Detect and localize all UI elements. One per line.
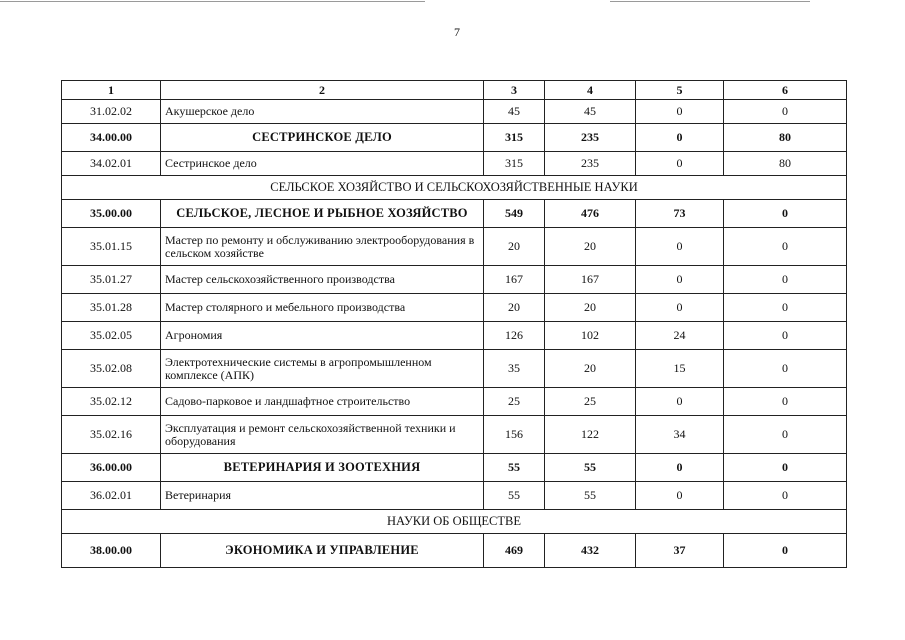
name-cell: ВЕТЕРИНАРИЯ И ЗООТЕХНИЯ bbox=[161, 454, 484, 482]
code-cell: 35.01.15 bbox=[62, 228, 161, 266]
value-cell-6: 0 bbox=[724, 416, 847, 454]
value-cell-3: 315 bbox=[484, 152, 545, 176]
value-cell-6: 0 bbox=[724, 294, 847, 322]
value-cell-6: 0 bbox=[724, 388, 847, 416]
code-cell: 35.01.28 bbox=[62, 294, 161, 322]
value-cell-3: 20 bbox=[484, 294, 545, 322]
code-cell: 35.02.16 bbox=[62, 416, 161, 454]
header-cell-6: 6 bbox=[724, 81, 847, 100]
table-row bbox=[62, 388, 847, 416]
name-cell: СЕСТРИНСКОЕ ДЕЛО bbox=[161, 124, 484, 152]
section-title: СЕЛЬСКОЕ ХОЗЯЙСТВО И СЕЛЬСКОХОЗЯЙСТВЕННЫЕ НАУКИ bbox=[62, 176, 847, 200]
value-cell-3: 126 bbox=[484, 322, 545, 350]
header-cell-5: 5 bbox=[636, 81, 724, 100]
value-cell-3: 549 bbox=[484, 200, 545, 228]
value-cell-6: 0 bbox=[724, 322, 847, 350]
name-cell: Садово-парковое и ландшафтное строительство bbox=[161, 388, 484, 416]
value-cell-4: 476 bbox=[545, 200, 636, 228]
value-cell-4: 20 bbox=[545, 228, 636, 266]
value-cell-4: 20 bbox=[545, 350, 636, 388]
value-cell-6: 0 bbox=[724, 350, 847, 388]
value-cell-6: 0 bbox=[724, 100, 847, 124]
value-cell-6: 0 bbox=[724, 200, 847, 228]
value-cell-5: 37 bbox=[636, 534, 724, 568]
value-cell-5: 0 bbox=[636, 294, 724, 322]
header-cell-2: 2 bbox=[161, 81, 484, 100]
code-cell: 35.02.05 bbox=[62, 322, 161, 350]
name-cell: Мастер столярного и мебельного производства bbox=[161, 294, 484, 322]
value-cell-4: 25 bbox=[545, 388, 636, 416]
value-cell-4: 45 bbox=[545, 100, 636, 124]
header-cell-4: 4 bbox=[545, 81, 636, 100]
value-cell-4: 235 bbox=[545, 124, 636, 152]
header-cell-3: 3 bbox=[484, 81, 545, 100]
value-cell-5: 0 bbox=[636, 482, 724, 510]
name-cell: Ветеринария bbox=[161, 482, 484, 510]
value-cell-6: 0 bbox=[724, 534, 847, 568]
value-cell-4: 20 bbox=[545, 294, 636, 322]
value-cell-4: 102 bbox=[545, 322, 636, 350]
value-cell-4: 167 bbox=[545, 266, 636, 294]
name-cell: Электротехнические системы в агропромышленном комплексе (АПК) bbox=[161, 350, 484, 388]
value-cell-3: 20 bbox=[484, 228, 545, 266]
value-cell-5: 0 bbox=[636, 124, 724, 152]
value-cell-4: 55 bbox=[545, 454, 636, 482]
name-cell: Мастер сельскохозяйственного производства bbox=[161, 266, 484, 294]
group-row bbox=[62, 454, 847, 482]
value-cell-3: 55 bbox=[484, 482, 545, 510]
value-cell-3: 35 bbox=[484, 350, 545, 388]
table-row bbox=[62, 322, 847, 350]
code-cell: 35.02.08 bbox=[62, 350, 161, 388]
value-cell-3: 315 bbox=[484, 124, 545, 152]
name-cell: СЕЛЬСКОЕ, ЛЕСНОЕ И РЫБНОЕ ХОЗЯЙСТВО bbox=[161, 200, 484, 228]
group-row bbox=[62, 534, 847, 568]
specialties-table bbox=[61, 80, 847, 568]
table-header-row bbox=[62, 81, 847, 100]
code-cell: 35.02.12 bbox=[62, 388, 161, 416]
value-cell-6: 0 bbox=[724, 228, 847, 266]
code-cell: 38.00.00 bbox=[62, 534, 161, 568]
value-cell-6: 80 bbox=[724, 152, 847, 176]
code-cell: 36.00.00 bbox=[62, 454, 161, 482]
name-cell: Эксплуатация и ремонт сельскохозяйственной техники и оборудования bbox=[161, 416, 484, 454]
value-cell-5: 24 bbox=[636, 322, 724, 350]
value-cell-4: 432 bbox=[545, 534, 636, 568]
code-cell: 34.02.01 bbox=[62, 152, 161, 176]
code-cell: 36.02.01 bbox=[62, 482, 161, 510]
code-cell: 31.02.02 bbox=[62, 100, 161, 124]
table-row bbox=[62, 294, 847, 322]
value-cell-3: 167 bbox=[484, 266, 545, 294]
code-cell: 34.00.00 bbox=[62, 124, 161, 152]
table-row bbox=[62, 266, 847, 294]
value-cell-3: 25 bbox=[484, 388, 545, 416]
name-cell: Сестринское дело bbox=[161, 152, 484, 176]
name-cell: Мастер по ремонту и обслуживанию электрооборудования в сельском хозяйстве bbox=[161, 228, 484, 266]
value-cell-4: 122 bbox=[545, 416, 636, 454]
header-cell-1: 1 bbox=[62, 81, 161, 100]
table-row bbox=[62, 228, 847, 266]
name-cell: Агрономия bbox=[161, 322, 484, 350]
value-cell-6: 0 bbox=[724, 454, 847, 482]
code-cell: 35.00.00 bbox=[62, 200, 161, 228]
value-cell-3: 55 bbox=[484, 454, 545, 482]
value-cell-5: 0 bbox=[636, 100, 724, 124]
name-cell: Акушерское дело bbox=[161, 100, 484, 124]
value-cell-5: 0 bbox=[636, 152, 724, 176]
scan-edge-line bbox=[0, 1, 425, 2]
page-number: 7 bbox=[454, 25, 460, 39]
value-cell-4: 235 bbox=[545, 152, 636, 176]
value-cell-6: 0 bbox=[724, 482, 847, 510]
value-cell-6: 0 bbox=[724, 266, 847, 294]
table-row bbox=[62, 482, 847, 510]
code-cell: 35.01.27 bbox=[62, 266, 161, 294]
table-row bbox=[62, 100, 847, 124]
scan-edge-line-right bbox=[610, 1, 810, 2]
value-cell-3: 469 bbox=[484, 534, 545, 568]
value-cell-5: 0 bbox=[636, 266, 724, 294]
value-cell-5: 0 bbox=[636, 454, 724, 482]
table-row bbox=[62, 350, 847, 388]
value-cell-3: 156 bbox=[484, 416, 545, 454]
group-row bbox=[62, 124, 847, 152]
table-row bbox=[62, 416, 847, 454]
section-title: НАУКИ ОБ ОБЩЕСТВЕ bbox=[62, 510, 847, 534]
value-cell-5: 0 bbox=[636, 228, 724, 266]
value-cell-6: 80 bbox=[724, 124, 847, 152]
section-row bbox=[62, 510, 847, 534]
group-row bbox=[62, 200, 847, 228]
value-cell-5: 34 bbox=[636, 416, 724, 454]
table-row bbox=[62, 152, 847, 176]
table-body bbox=[62, 81, 847, 568]
name-cell: ЭКОНОМИКА И УПРАВЛЕНИЕ bbox=[161, 534, 484, 568]
value-cell-5: 0 bbox=[636, 388, 724, 416]
value-cell-5: 15 bbox=[636, 350, 724, 388]
value-cell-4: 55 bbox=[545, 482, 636, 510]
section-row bbox=[62, 176, 847, 200]
value-cell-3: 45 bbox=[484, 100, 545, 124]
value-cell-5: 73 bbox=[636, 200, 724, 228]
